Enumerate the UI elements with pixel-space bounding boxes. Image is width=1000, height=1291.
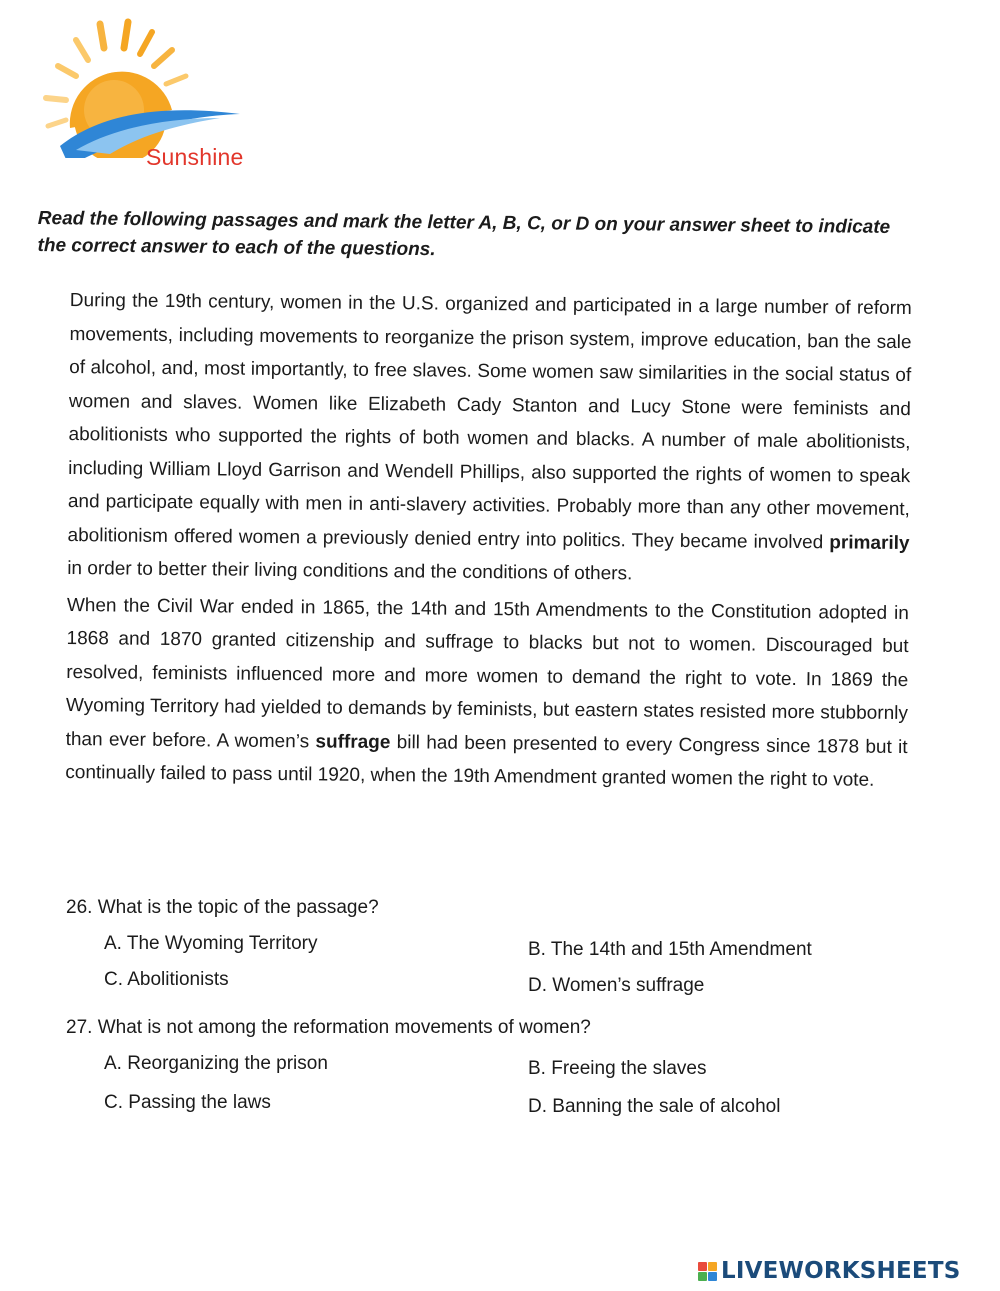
liveworksheets-logo-icon <box>698 1262 717 1281</box>
brand-text: LIVEWORKSHEETS <box>721 1258 961 1284</box>
instructions: Read the following passages and mark the letter A, B, C, or D on your answer sheet to indicate the correct answer to each of the questions. <box>37 207 891 261</box>
paragraph-1-text-end: in order to better their living conditions and the conditions of others. <box>67 557 633 585</box>
question-26-option-b[interactable]: B. The 14th and 15th Amendment <box>528 939 812 960</box>
paragraph-2 <box>65 588 909 797</box>
question-27-stem: 27. What is not among the reformation movements of women? <box>66 1017 591 1038</box>
logo-text: Sunshine <box>146 144 244 170</box>
bold-word-suffrage: suffrage <box>315 730 391 753</box>
paragraph-2-text-end: bill had been presented to every Congress since 1878 but it continually failed to pass until 1920, when the 19th Amendment granted women the right to vote. <box>65 731 908 791</box>
question-27-option-b[interactable]: B. Freeing the slaves <box>528 1058 707 1079</box>
question-26-option-c[interactable]: C. Abolitionists <box>104 969 229 990</box>
bold-word-primarily: primarily <box>829 531 910 554</box>
question-26-stem: 26. What is the topic of the passage? <box>66 897 379 918</box>
liveworksheets-brand <box>698 1256 960 1286</box>
question-26-option-d[interactable]: D. Women’s suffrage <box>528 975 705 996</box>
sunshine-logo <box>40 18 280 178</box>
question-27-option-a[interactable]: A. Reorganizing the prison <box>104 1053 328 1074</box>
paragraph-1 <box>67 284 912 594</box>
question-27-option-d[interactable]: D. Banning the sale of alcohol <box>528 1096 781 1117</box>
question-27-option-c[interactable]: C. Passing the laws <box>104 1092 271 1113</box>
paragraph-2-text: When the Civil War ended in 1865, the 14th and 15th Amendments to the Constitution adopted in 1868 and 1870 granted citizenship and suffrage to blacks but not to women. Discouraged but resolved, feminists influenced more and more women to demand the right to vote. In 1869 the Wyoming Territory had yielded to demands by feminists, but eastern states resisted more stubbornly than ever before. A women’s <box>65 594 909 752</box>
paragraph-1-text: During the 19th century, women in the U.S. organized and participated in a large number of reform movements, including movements to reorganize the prison system, improve education, ban the sale of alcohol, and, most importantly, to free slaves. Some women saw similarities in the social status of women and slaves. Women like Elizabeth Cady Stanton and Lucy Stone were feminists and abolitionists who supported the rights of both women and blacks. A number of male abolitionists, including William Lloyd Garrison and Wendell Phillips, also supported the rights of women to speak and participate equally with men in anti-slavery activities. Probably more than any other movement, abolitionism offered women a previously denied entry into politics. They became involved <box>67 289 912 553</box>
reading-passage <box>65 284 912 798</box>
question-26-option-a[interactable]: A. The Wyoming Territory <box>104 933 318 954</box>
